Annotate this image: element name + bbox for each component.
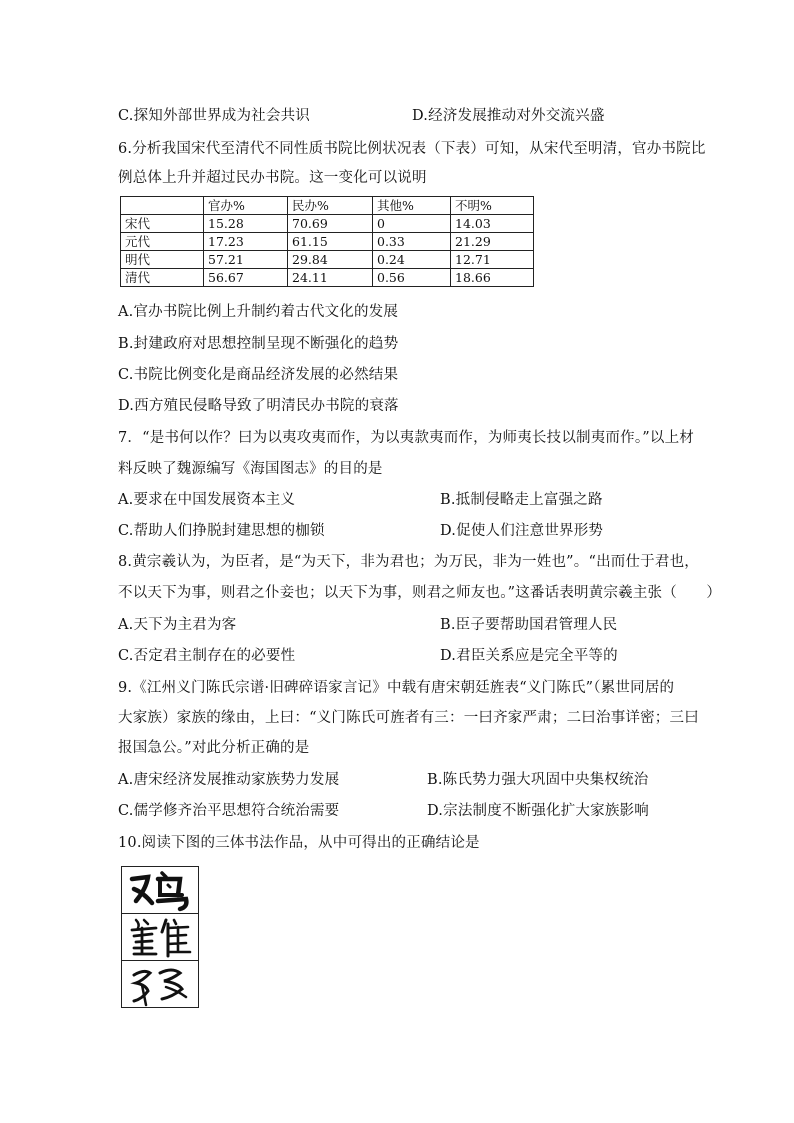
q7-option-d: D.促使人们注意世界形势 <box>440 523 604 539</box>
table-cell: 21.29 <box>451 233 534 251</box>
academy-ratio-table <box>120 196 534 287</box>
q8-option-c: C.否定君主制存在的必要性 <box>118 648 296 664</box>
table-header-cell: 官办% <box>204 197 288 215</box>
q9-stem-line3: 报国急公。”对此分析正确的是 <box>118 740 310 756</box>
calligraphy-ji-regular-glyph <box>122 867 198 913</box>
q7-option-a: A.要求在中国发展资本主义 <box>118 492 296 508</box>
q6-option-a: A.官办书院比例上升制约着古代文化的发展 <box>118 304 399 320</box>
table-cell: 70.69 <box>288 215 373 233</box>
q10-stem: 10.阅读下图的三体书法作品，从中可得出的正确结论是 <box>118 835 480 851</box>
calligraphy-char-1: 鸡 <box>122 867 123 868</box>
q6-option-b: B.封建政府对思想控制呈现不断强化的趋势 <box>118 336 399 352</box>
calligraphy-cell <box>122 960 198 1007</box>
table-cell: 29.84 <box>288 251 373 269</box>
table-row <box>121 269 534 287</box>
q8-stem-line1: 8.黄宗羲认为，为臣者，是“为天下，非为君也；为万民，非为一姓也”。“出而仕于君也， <box>118 554 699 570</box>
table-row <box>121 215 534 233</box>
table-cell: 元代 <box>121 233 204 251</box>
q7-option-c: C.帮助人们挣脱封建思想的枷锁 <box>118 523 325 539</box>
q8-option-d: D.君臣关系应是完全平等的 <box>440 648 618 664</box>
table-cell: 17.23 <box>204 233 288 251</box>
table-cell: 18.66 <box>451 269 534 287</box>
q8-option-b: B.臣子要帮助国君管理人民 <box>440 617 618 633</box>
table-row <box>121 251 534 269</box>
table-cell: 12.71 <box>451 251 534 269</box>
calligraphy-ji-cursive-glyph <box>122 961 198 1007</box>
q9-option-a: A.唐宋经济发展推动家族势力发展 <box>118 772 340 788</box>
q9-option-c: C.儒学修齐治平思想符合统治需要 <box>118 803 340 819</box>
calligraphy-char-2: 雞 <box>122 914 123 915</box>
table-header-row <box>121 197 534 215</box>
table-cell: 清代 <box>121 269 204 287</box>
q6-option-c: C.书院比例变化是商品经济发展的必然结果 <box>118 367 399 383</box>
table-header-cell: 其他% <box>373 197 451 215</box>
calligraphy-figure <box>121 866 199 1008</box>
calligraphy-char-3: 鸡 <box>122 961 123 962</box>
calligraphy-ji-seal-glyph <box>122 914 198 960</box>
q7-stem-line1: 7．“是书何以作？曰为以夷攻夷而作，为以夷款夷而作，为师夷长技以制夷而作。”以上材 <box>118 430 694 446</box>
q8-option-a: A.天下为主君为客 <box>118 617 237 633</box>
q6-option-d: D.西方殖民侵略导致了明清民办书院的衰落 <box>118 398 399 414</box>
table-cell: 0.33 <box>373 233 451 251</box>
table-cell: 14.03 <box>451 215 534 233</box>
table-cell: 0.56 <box>373 269 451 287</box>
q9-stem-line2: 大家族）家族的缘由，上曰：“义门陈氏可旌者有三：一曰齐家严肃；二曰治事详密；三曰 <box>118 710 699 726</box>
table-cell: 0 <box>373 215 451 233</box>
calligraphy-cell <box>122 913 198 960</box>
q6-stem-line2: 例总体上升并超过民办书院。这一变化可以说明 <box>118 170 427 186</box>
q9-stem-line1: 9.《江州义门陈氏宗谱·旧碑碎语家言记》中载有唐宋朝廷旌表“义门陈氏”（累世同居的 <box>118 680 675 696</box>
table-cell: 明代 <box>121 251 204 269</box>
table-cell <box>121 197 204 215</box>
q9-option-b: B.陈氏势力强大巩固中央集权统治 <box>427 772 649 788</box>
table-cell: 24.11 <box>288 269 373 287</box>
table-cell: 61.15 <box>288 233 373 251</box>
q8-stem-line2: 不以天下为事，则君之仆妾也；以天下为事，则君之师友也。”这番话表明黄宗羲主张（ ） <box>118 585 722 601</box>
calligraphy-cell <box>122 867 198 913</box>
q7-option-b: B.抵制侵略走上富强之路 <box>440 492 603 508</box>
table-cell: 56.67 <box>204 269 288 287</box>
q6-stem-line1: 6.分析我国宋代至清代不同性质书院比例状况表（下表）可知，从宋代至明清，官办书院比 <box>118 141 706 157</box>
q5-option-d: D.经济发展推动对外交流兴盛 <box>412 108 605 124</box>
table-cell: 宋代 <box>121 215 204 233</box>
table-cell: 0.24 <box>373 251 451 269</box>
table-header-cell: 不明% <box>451 197 534 215</box>
table-cell: 57.21 <box>204 251 288 269</box>
q7-stem-line2: 料反映了魏源编写《海国图志》的目的是 <box>118 461 383 477</box>
q5-option-c: C.探知外部世界成为社会共识 <box>118 108 310 124</box>
table-row <box>121 233 534 251</box>
table-header-cell: 民办% <box>288 197 373 215</box>
table-cell: 15.28 <box>204 215 288 233</box>
q9-option-d: D.宗法制度不断强化扩大家族影响 <box>427 803 649 819</box>
